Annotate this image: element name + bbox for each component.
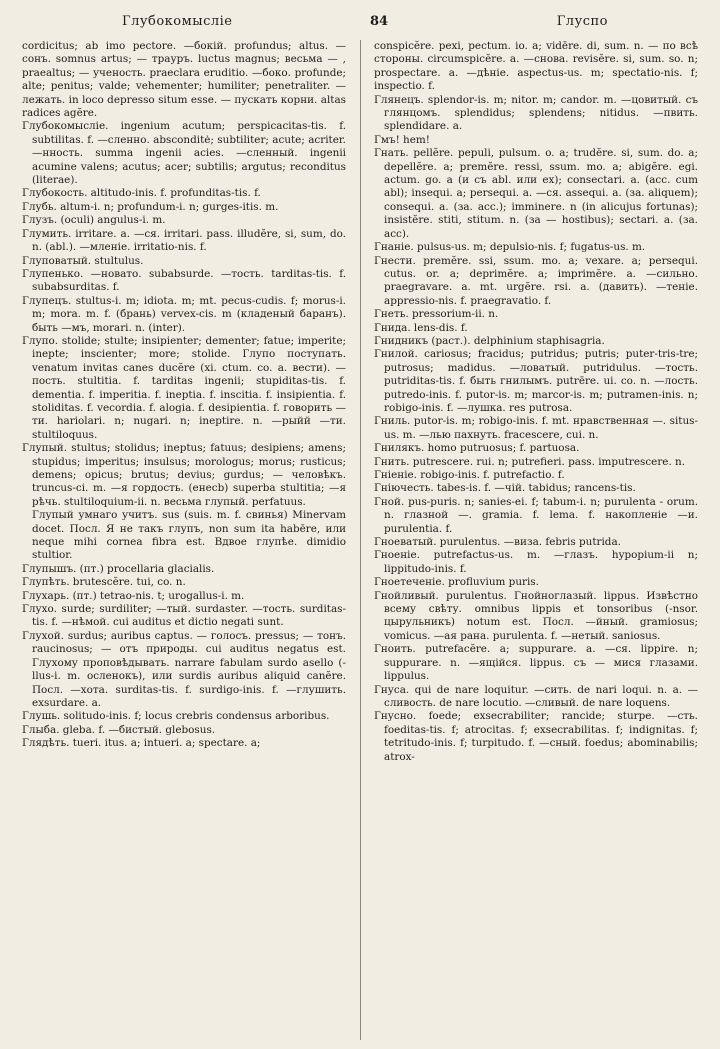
dictionary-entry: Гниль. putor-is. m; robigo-inis. f. mt. нравственная —. situs-us. m. —лью пахнуть. fracescere, cui. n.: [374, 415, 698, 441]
dictionary-entry: Гніючесть. tabes-is. f. —чій. tabidus; rancens-tis.: [374, 482, 636, 495]
dictionary-entry: Глубокость. altitudo-inis. f. profunditas-tis. f.: [22, 187, 261, 200]
page-number: 84: [370, 14, 389, 29]
dictionary-entry: Глузъ. (oculi) angulus-i. m.: [22, 214, 166, 227]
dictionary-entry: Гнилякъ. homo putruosus; f. partuosa.: [374, 442, 580, 455]
dictionary-entry: Гнать. pellĕre. pepuli, pulsum. o. a; trudĕre. si, sum. do. a; depellĕre. a; premĕre. ressi, ssum. mo. a; abigĕre. egi. actum. go. a (и съ abl. или ex); consectari. a. (acc. cum abl); insequi. a; persequi. a. —ся. assequi. a. (за. aliquem); consequi. a. (за. acc.); imminere. n (in alicujus fortunas); insistĕre. stiti, stitum. n. (за — hostibus); sectari. a. (за. acc).: [374, 147, 698, 240]
dictionary-entry: Глухо. surde; surdiliter; —тый. surdaster. —тость. surditas-tis. f. —нѣмой. cui auditus et dictio negati sunt.: [22, 603, 346, 629]
dictionary-entry: Гнести. premĕre. ssi, ssum. mo. a; vexare. a; persequi. cutus. or. a; deprimĕre. a; imprimĕre. a. —сильно. praegravare. a. mt. urgĕre. rsi. a. (давить). —теніе. appressio-nis. f. praegravatio. f.: [374, 254, 698, 307]
dictionary-entry: Гмъ! hem!: [374, 133, 430, 146]
dictionary-entry: Гнить. putrescere. rui. n; putrefieri. pass. imputrescere. n.: [374, 455, 686, 468]
dictionary-entry: Гнаніе. pulsus-us. m; depulsio-nis. f; fugatus-us. m.: [374, 241, 646, 254]
dictionary-entry: Гніеніе. robigo-inis. f. putrefactio. f.: [374, 469, 565, 481]
dictionary-entry: Глухой. surdus; auribus captus. — голосъ. pressus; — тонъ. raucinosus; — отъ природы. cui auditus negatus est. Глухому проповѣдывать. narrare fabulam surdo asello (-llus-i. m. осленокъ), или surdis auribus aliquid canĕre. Посл. —хота. surditas-tis. f. surdigo-inis. f. —глушить. exsurdare. a.: [22, 629, 346, 709]
running-head-right: Глуспо: [556, 14, 608, 29]
dictionary-entry: Гноить. putrefacĕre. a; suppurare. a. —ся. lippire. n; suppurare. n. —ящійся. lippus. съ — мися глазами. lippulus.: [374, 643, 698, 683]
dictionary-entry: Глупый умнаго учитъ. sus (suis. m. f. свинья) Minervam docet. Посл. Я не такъ глупъ, non sum ita habēre, или neque mihi cornea fibra est. Вдвое глупѣе. dimidio stultior.: [32, 509, 346, 562]
dictionary-entry: Глупецъ. stultus-i. m; idiota. m; mt. pecus-cudis. f; morus-i. m; mora. m. f. (брань) vervex-cis. m (кладеный баранъ). быть —мъ, morari. n. (inter).: [22, 294, 346, 334]
column-divider: [360, 40, 361, 1040]
dictionary-entry: Глупо. stolide; stulte; insipienter; dementer; fatue; imperite; inepte; inscienter; more; stolide. Глупо поступать. venatum invitas canes ducĕre (xi. ctum. co. a. вести). —пость. stultitia. f. tarditas ingenii; stupiditas-tis. f. dementia. f. imperitia. f. ineptia. f. inscitia. f. insipientia. f. stoliditas. f. vecordia. f. alogia. f. desipientia. f. говорить —ти. hariolari. n; nugari. n; ineptire. n. —рыйй —ти. stultiloquus.: [22, 334, 346, 441]
dictionary-entry: Гноеніе. putrefactus-us. m. —глазъ. hypopium-ii n; lippitudo-inis. f.: [374, 549, 698, 575]
dictionary-entry: Глубь. altum-i. n; profundum-i. n; gurges-itis. m.: [22, 200, 279, 213]
dictionary-entry: Гнойливый. purulentus. Гнойноглазый. lippus. Извѣстно всему свѣту. omnibus lippis et tonsoribus (-nsor. цырульникъ) notum est. Посл. —йный. gramiosus; vomicus. —ая рана. purulenta. f. —нетый. saniosus.: [374, 589, 698, 642]
dictionary-entry: Глуповатый. stultulus.: [22, 254, 144, 267]
dictionary-entry: Глупышъ. (пт.) procellaria glacialis.: [22, 562, 215, 575]
dictionary-entry: Глядѣть. tueri. itus. a; intueri. a; spectare. a;: [22, 737, 261, 750]
dictionary-entry: Глупенько. —новато. subabsurde. —тость. tarditas-tis. f. subabsurditas. f.: [22, 267, 346, 294]
dictionary-entry: Глухарь. (пт.) tetrao-nis. t; urogallus-i. m.: [22, 589, 245, 602]
right-column: [374, 40, 698, 764]
dictionary-entry: Гнуса. qui de nare loquitur. —сить. de nari loqui. n. a. —сливость. de nare locutio. —сливый. de nare loquens.: [374, 683, 698, 709]
dictionary-entry: conspicĕre. pexi, pectum. io. a; vidēre. di, sum. n. — по всѣ стороны. circumspicĕre. a. —снова. revisĕre. si, sum. so. n; prospectare. a. —дѣніе. aspectus-us. m; spectatio-nis. f; inspectio. f.: [374, 40, 698, 93]
dictionary-entry: Гнилой. cariosus; fracidus; putridus; putris; puter-tris-tre; putrosus; madidus. —ловатый. putridulus. —тость. putriditas-tis. f. быть гнилымъ. putrēre. ui. co. n. —лость. putredo-inis. f. putor-is. m; marcor-is. m; putramen-inis. n; robigo-inis. f. —лушка. res putrosa.: [374, 348, 698, 414]
dictionary-entry: Гнусно. foede; exsecrabiliter; rancide; sturpe. —сть. foeditas-tis. f; atrocitas. f; exsecrabilitas. f; indignitas. f; tetritudo-inis. f; turpitudo. f. —сный. foedus; abominabilis; atrox-: [374, 710, 698, 763]
dictionary-entry: Глыба. gleba. f. —бистый. glebosus.: [22, 723, 216, 736]
dictionary-entry: Гнеть. pressorium-ii. n.: [374, 308, 499, 321]
dictionary-entry: Глубокомысліе. ingenium acutum; perspicacitas-tis. f. subtilitas. f. —сленно. absconditė; subtiliter; acute; acriter. —нность. summa ingenii acies. —сленный. ingenii acumine valens; acutus; acer; subtilis; argutus; reconditus (literae).: [22, 120, 346, 187]
dictionary-entry: Глушь. solitudo-inis. f; locus crebris condensus arboribus.: [22, 710, 330, 723]
dictionary-entry: Гнида. lens-dis. f.: [374, 321, 468, 334]
dictionary-entry: Глупѣть. brutescĕre. tui, co. n.: [22, 576, 186, 589]
dictionary-entry: Гной. pus-puris. n; sanies-ei. f; tabum-i. n; purulenta - orum. n. глазной —. gramia. f. lema. f. накопленіе —и. purulentia. f.: [374, 495, 698, 535]
text-columns: [22, 40, 698, 1040]
left-column: [22, 40, 346, 751]
running-head-left: Глубокомысліе: [122, 14, 233, 29]
dictionary-entry: cordicitus; ab imo pectore. —бокій. profundus; altus. — сонъ. somnus artus; — трауръ. luctus magnus; весьма — , praealtus; — ученость. praeclara eruditio. —боко. profunde; alte; penitus; valde; vehementer; humiliter; penetraliter. — лежать. in loco depresso situm esse. — пускать корни. altas radices agĕre.: [22, 40, 346, 120]
page-header: [22, 14, 698, 40]
dictionary-entry: Глупый. stultus; stolidus; ineptus; fatuus; desipiens; amens; stupidus; imperitus; insulsus; morologus; morus; rusticus; demens; opicus; brutus; devius; gurdus; — человѣкъ. truncus-ci. m. —я гордость. (енеcb) superba stultitia; —я рѣчь. stultiloquium-ii. n. весьма глупый. perfatuus.: [22, 442, 346, 508]
dictionary-entry: Гнидникъ (раст.). delphinium staphisagria.: [374, 334, 605, 347]
dictionary-entry: Глумить. irritare. a. —ся. irritari. pass. illudĕre, si, sum, do. n. (abl.). —мленіе. irritatio-nis. f.: [22, 227, 346, 254]
dictionary-entry: Гноеватый. purulentus. —виза. febris putrida.: [374, 536, 621, 549]
dictionary-entry: Глянецъ. splendor-is. m; nitor. m; candor. m. —цовитый. съ глянцомъ. splendidus; splendens; nitidus. —пвить. splendidare. a.: [374, 93, 698, 133]
dictionary-entry: Гноетеченіе. profluvium puris.: [374, 576, 539, 589]
